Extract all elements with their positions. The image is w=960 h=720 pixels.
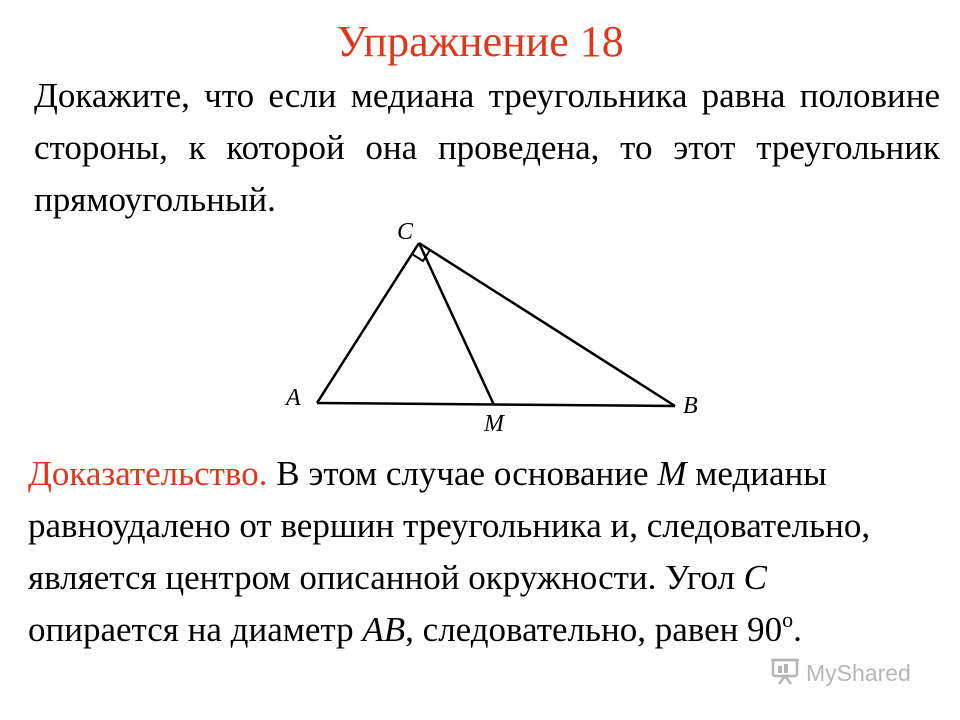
proof-label: Доказательство. — [28, 454, 268, 493]
proof-part-1: В этом случае основание — [267, 454, 658, 493]
side-ac — [317, 243, 419, 403]
variable-ab: AB — [362, 610, 406, 649]
variable-m: M — [657, 454, 687, 493]
problem-statement: Докажите, что если медиана треугольника равна половине стороны, к которой она проведена, то этот треугольник прямоугольный. — [34, 76, 940, 219]
triangle-diagram — [270, 215, 730, 445]
label-b: B — [683, 393, 698, 419]
side-ab — [317, 403, 675, 406]
triangle-figure — [270, 215, 730, 445]
watermark — [770, 657, 911, 689]
variable-c: C — [743, 558, 767, 597]
label-a: A — [286, 385, 301, 411]
proof-part-4: , следовательно, равен 90 — [405, 610, 783, 649]
label-m: M — [484, 411, 504, 437]
label-c: C — [397, 219, 414, 245]
proof-part-3: опирается на диаметр — [28, 610, 363, 649]
degree-superscript: o — [782, 607, 794, 632]
proof-part-5: . — [793, 610, 802, 649]
proof-part-2: медианы равноудалено от вершин треугольника и, следовательно, является центром описанной окружности. Угол — [28, 454, 871, 597]
slide-title: Упражнение 18 — [336, 17, 624, 66]
watermark-text: MyShared — [806, 659, 911, 686]
presentation-board-icon — [770, 657, 800, 690]
proof-text — [28, 448, 888, 656]
